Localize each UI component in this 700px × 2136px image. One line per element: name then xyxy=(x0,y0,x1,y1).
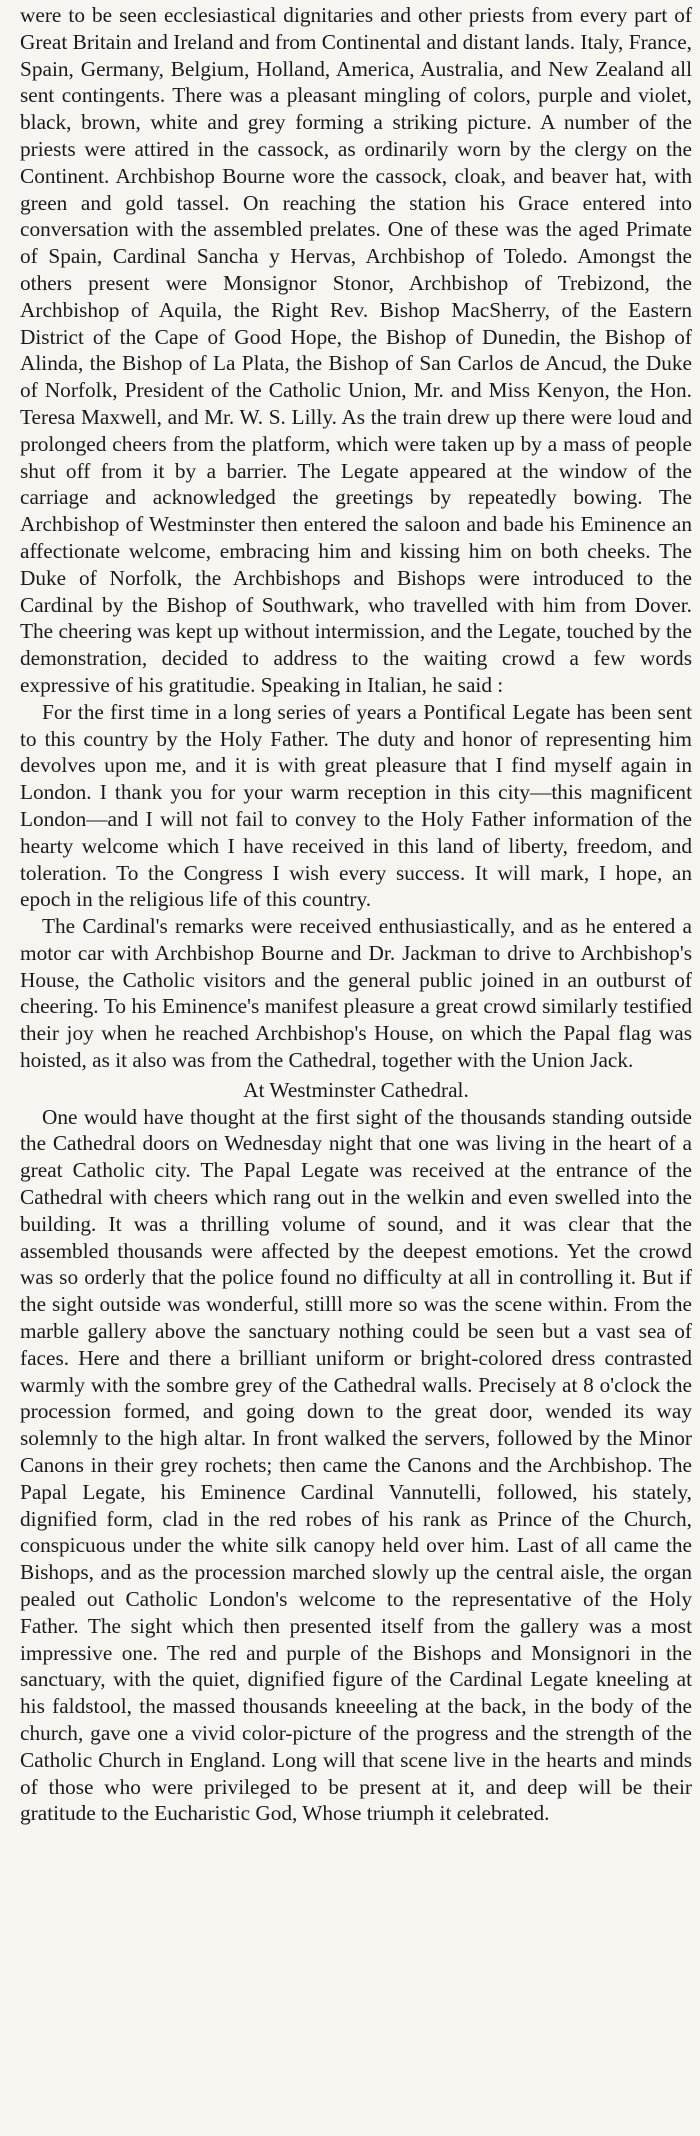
paragraph-station-arrival: were to be seen ecclesiastical dignitaries and other priests from every part of Great Britain and Ireland and from Continental and distant lands. Italy, France, Spain, Germany, Belgium, Holland, America, Australia, and New Zealand all sent contingents. There was a pleasant mingling of colors, purple and violet, black, brown, white and grey forming a striking picture. A number of the priests were attired in the cassock, as ordinarily worn by the clergy on the Continent. Archbishop Bourne wore the cassock, cloak, and beaver hat, with green and gold tassel. On reaching the station his Grace entered into conversation with the assembled prelates. One of these was the aged Primate of Spain, Cardinal Sancha y Hervas, Archbishop of Toledo. Amongst the others present were Monsignor Stonor, Archbishop of Trebizond, the Archbishop of Aquila, the Right Rev. Bishop MacSherry, of the Eastern District of the Cape of Good Hope, the Bishop of Dunedin, the Bishop of Alinda, the Bishop of La Plata, the Bishop of San Carlos de Ancud, the Duke of Norfolk, President of the Catholic Union, Mr. and Miss Kenyon, the Hon. Teresa Maxwell, and Mr. W. S. Lilly. As the train drew up there were loud and prolonged cheers from the platform, which were taken up by a mass of people shut off from it by a barrier. The Legate appeared at the window of the carriage and acknowledged the greetings by repeatedly bowing. The Archbishop of Westminster then entered the saloon and bade his Eminence an affectionate welcome, embracing him and kissing him on both cheeks. The Duke of Norfolk, the Archbishops and Bishops were introduced to the Cardinal by the Bishop of Southwark, who travelled with him from Dover. The cheering was kept up without intermission, and the Legate, touched by the demonstration, decided to address to the waiting crowd a few words expressive of his gratitudie. Speaking in Italian, he said : xyxy=(20,3,692,697)
paragraph-cardinal-remarks: The Cardinal's remarks were received enthusiastically, and as he entered a motor car with Archbishop Bourne and Dr. Jackman to drive to Archbishop's House, the Catholic visitors and the general public joined in an outburst of cheering. To his Eminence's manifest pleasure a great crowd similarly testified their joy when he reached Archbishop's House, on which the Papal flag was hoisted, as it also was from the Cathedral, together with the Union Jack. xyxy=(20,914,692,1073)
paragraph-cathedral-scene: One would have thought at the first sight of the thousands standing outside the Cathedral doors on Wednesday night that one was living in the heart of a great Catholic city. The Papal Legate was received at the entrance of the Cathedral with cheers which rang out in the welkin and even swelled into the building. It was a thrilling volume of sound, and it was clear that the assembled thousands were affected by the deepest emotions. Yet the crowd was so orderly that the police found no difficulty at all in controlling it. But if the sight outside was wonderful, stilll more so was the scene within. From the marble gallery above the sanctuary nothing could be seen but a vast sea of faces. Here and there a brilliant uniform or bright-colored dress contrasted warmly with the sombre grey of the Cathedral walls. Precisely at 8 o'clock the procession formed, and going down to the great door, wended its way solemnly to the high altar. In front walked the servers, followed by the Minor Canons in their grey rochets; then came the Canons and the Archbishop. The Papal Legate, his Eminence Cardinal Vannutelli, followed, his stately, dignified form, clad in the red robes of his rank as Prince of the Church, conspicuous under the white silk canopy held over him. Last of all came the Bishops, and as the procession marched slowly up the central aisle, the organ pealed out Catholic London's welcome to the representative of the Holy Father. The sight which then presented itself from the gallery was a most impressive one. The red and purple of the Bishops and Monsignori in the sanctuary, with the quiet, dignified figure of the Cardinal Legate kneeling at his faldstool, the massed thousands kneeeling at the back, in the body of the church, gave one a vivid color-picture of the progress and the strength of the Catholic Church in England. Long will that scene live in the hearts and minds of those who were privileged to be present at it, and deep will be their gratitude to the Eucharistic God, Whose triumph it celebrated. xyxy=(20,1104,692,1826)
paragraph-legate-speech: For the first time in a long series of years a Pontifical Legate has been sent to this country by the Holy Father. The duty and honor of representing him devolves upon me, and it is with great pleasure that I find myself again in London. I thank you for your warm reception in this city—this magnificent London—and I will not fail to convey to the Holy Father information of the hearty welcome which I have received in this land of liberty, freedom, and toleration. To the Congress I wish every success. It will mark, I hope, an epoch in the religious life of this country. xyxy=(20,699,692,912)
section-heading: At Westminster Cathedral. xyxy=(243,1077,469,1102)
